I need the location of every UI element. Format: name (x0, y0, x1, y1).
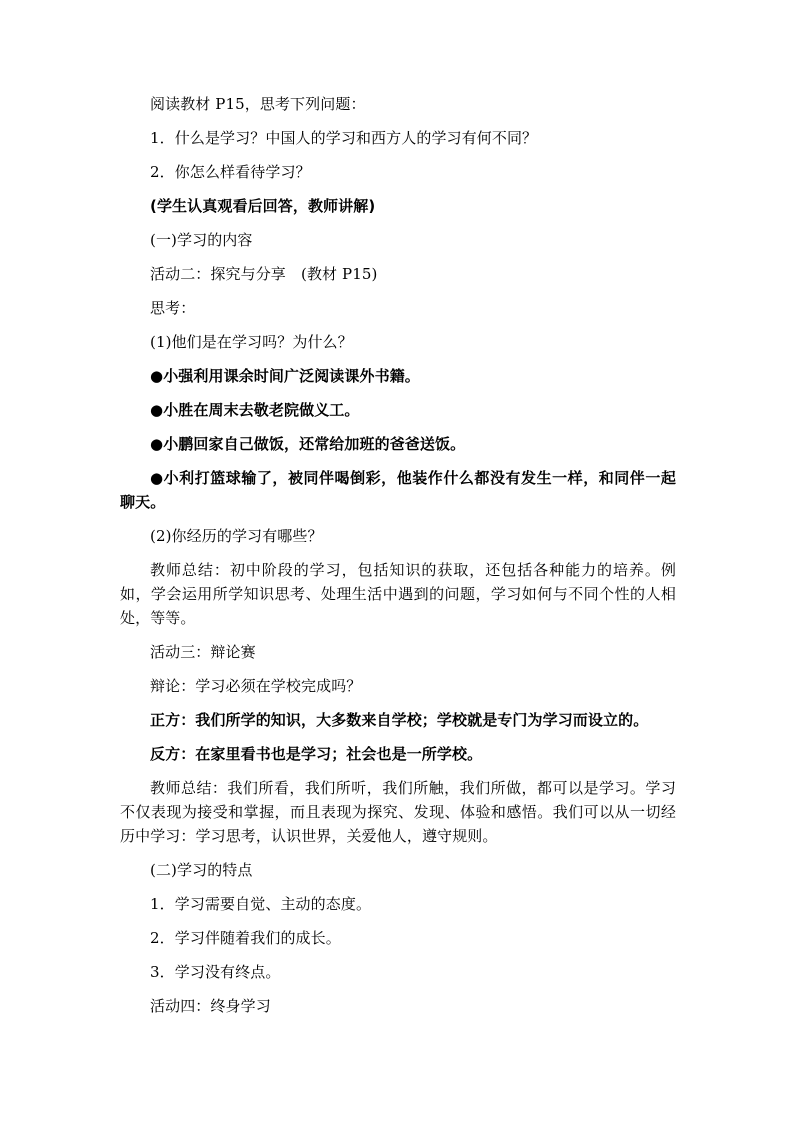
think-question-2: (2)你经历的学习有哪些？ (150, 527, 323, 545)
paragraph-reading-prompt: 阅读教材 P15，思考下列问题： (150, 95, 366, 113)
teacher-summary-1: 教师总结：初中阶段的学习，包括知识的获取，还包括各种能力的培养。例如，学会运用所学知识思考、处理生活中遇到的问题，学习如何与不同个性的人相处，等等。 (120, 561, 676, 627)
feature-2: 2．学习伴随着我们的成长。 (150, 929, 341, 947)
section-heading-features: (二)学习的特点 (150, 861, 253, 879)
bullet-item-2: ●小胜在周末去敬老院做义工。 (150, 401, 360, 419)
bullet-item-3: ●小鹏回家自己做饭，还常给加班的爸爸送饭。 (150, 435, 466, 453)
debate-question: 辩论：学习必须在学校完成吗？ (150, 677, 362, 695)
student-note: (学生认真观看后回答，教师讲解) (150, 197, 376, 215)
activity-4-heading: 活动四：终身学习 (150, 997, 271, 1015)
activity-2-heading: 活动二：探究与分享 (教材 P15) (150, 265, 378, 283)
bullet-item-1: ●小强利用课余时间广泛阅读课外书籍。 (150, 367, 420, 385)
feature-3: 3．学习没有终点。 (150, 963, 281, 981)
think-label: 思考： (150, 299, 196, 317)
teacher-summary-2: 教师总结：我们所看，我们所听，我们所触，我们所做，都可以是学习。学习不仅表现为接受和掌握，而且表现为探究、发现、体验和感悟。我们可以从一切经历中学习：学习思考，认识世界，关爱他人，遵守规则。 (120, 779, 676, 845)
question-2: 2．你怎么样看待学习？ (150, 163, 311, 181)
bullet-item-4: ●小利打篮球输了，被同伴喝倒彩，他装作什么都没有发生一样，和同伴一起聊天。 (120, 469, 676, 511)
question-1: 1．什么是学习？中国人的学习和西方人的学习有何不同？ (150, 129, 538, 147)
feature-1: 1．学习需要自觉、主动的态度。 (150, 895, 372, 913)
activity-3-heading: 活动三：辩论赛 (150, 643, 256, 661)
debate-pro: 正方：我们所学的知识，大多数来自学校；学校就是专门为学习而设立的。 (150, 711, 649, 729)
section-heading-content: (一)学习的内容 (150, 231, 253, 249)
think-question-1: (1)他们是在学习吗？为什么？ (150, 333, 353, 351)
debate-con: 反方：在家里看书也是学习；社会也是一所学校。 (150, 745, 483, 763)
document-page (120, 92, 676, 1028)
